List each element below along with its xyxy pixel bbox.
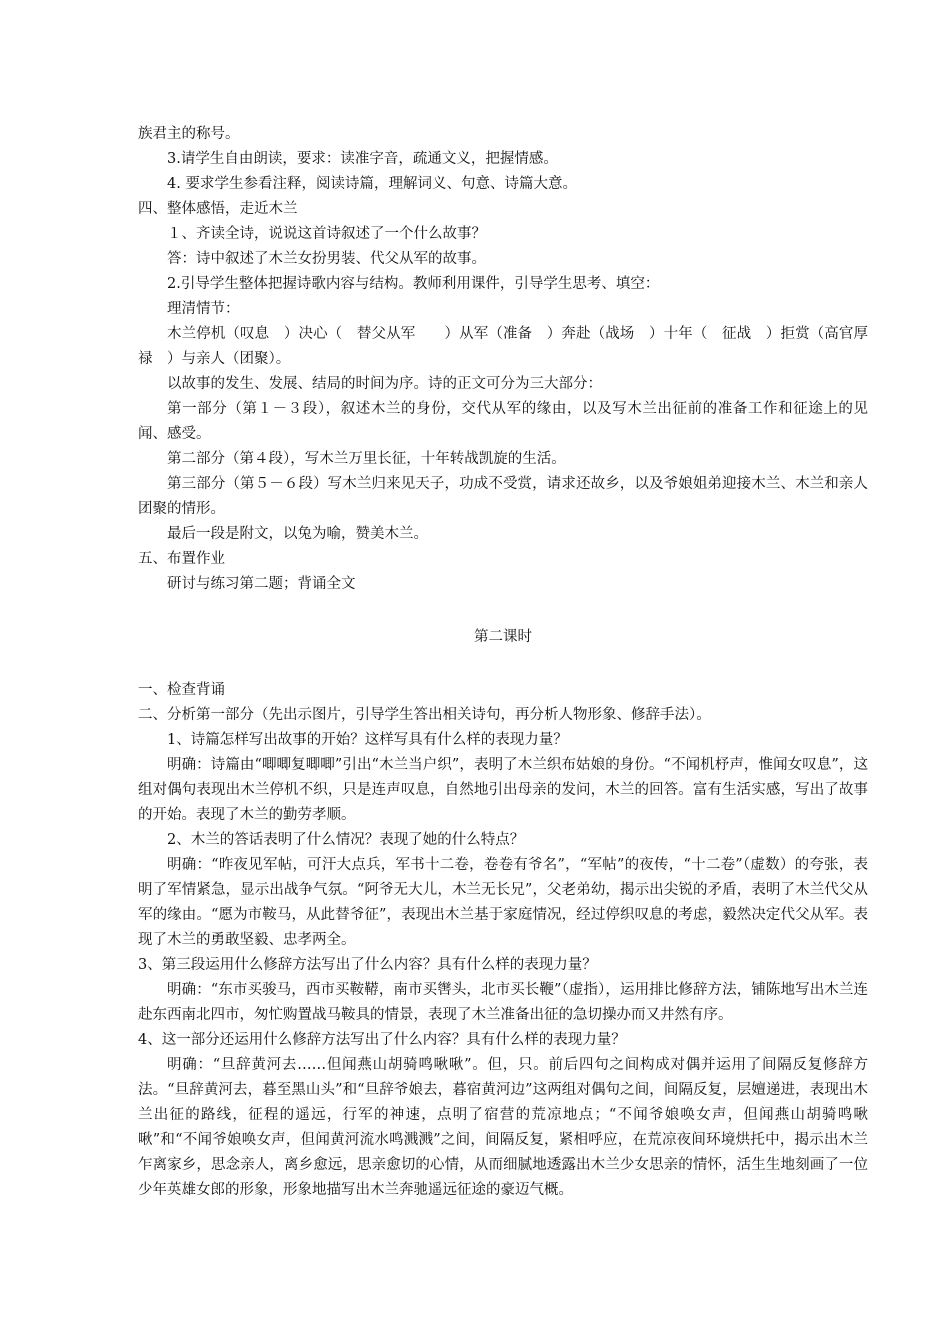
paragraph: 以故事的发生、发展、结局的时间为序。诗的正文可分为三大部分： xyxy=(167,376,602,392)
paragraph: 1、诗篇怎样写出故事的开始？这样写具有什么样的表现力量？ xyxy=(167,732,568,748)
paragraph: 答：诗中叙述了木兰女扮男装、代父从军的故事。 xyxy=(167,251,486,267)
paragraph: 明确：“昨夜见军帖，可汗大点兵，军书十二卷，卷卷有爷名”，“军帖”的夜传，“十二卷”（虚数）的夸张，表明了军情紧急，显示出战争气氛。“阿爷无大儿，木兰无长兄”，父老弟幼，揭示出尖锐的矛盾，表明了木兰代父从军的缘由。“愿为市鞍马，从此替爷征”，表现出木兰基于家庭情况，经过停织叹息的考虑，毅然决定代父从军。表现了木兰的勇敢坚毅、忠孝两全。 xyxy=(138,857,868,948)
paragraph: 2.引导学生整体把握诗歌内容与结构。教师利用课件，引导学生思考、填空： xyxy=(167,276,660,292)
lesson-title: 第二课时 xyxy=(474,629,532,645)
paragraph: 4. 要求学生参看注释，阅读诗篇，理解词义、句意、诗篇大意。 xyxy=(167,176,577,192)
paragraph: 明确：“旦辞黄河去……但闻燕山胡骑鸣啾啾”。但，只。前后四句之间构成对偶并运用了间隔反复修辞方法。“旦辞黄河去，暮至黑山头”和“旦辞爷娘去，暮宿黄河边”这两组对偶句之间，间隔反复，层嬗递进，表现出木兰出征的路线，征程的遥远，行军的神速，点明了宿营的荒凉地点；“不闻爷娘唤女声，但闻燕山胡骑鸣啾啾”和“不闻爷娘唤女声，但闻黄河流水鸣溅溅”之间，间隔反复，紧相呼应，在荒凉夜间环境烘托中，揭示出木兰乍离家乡，思念亲人，离乡愈远，思亲愈切的心情，从而细腻地透露出木兰少女思亲的情怀，活生生地刻画了一位少年英雄女郎的形象，形象地描写出木兰奔驰遥远征途的豪迈气概。 xyxy=(138,1057,868,1198)
paragraph: 研讨与练习第二题；背诵全文 xyxy=(167,576,356,592)
paragraph: 3.请学生自由朗读，要求：读准字音，疏通文义，把握情感。 xyxy=(167,151,558,167)
paragraph: 第一部分（第１－３段），叙述木兰的身份，交代从军的缘由，以及写木兰出征前的准备工作和征途上的见闻、感受。 xyxy=(138,401,868,442)
paragraph: 族君主的称号。 xyxy=(138,126,240,142)
paragraph: １、齐读全诗，说说这首诗叙述了一个什么故事？ xyxy=(167,226,486,242)
section-heading: 二、分析第一部分（先出示图片，引导学生答出相关诗句，再分析人物形象、修辞手法）。 xyxy=(138,707,711,723)
paragraph: 第二部分（第４段），写木兰万里长征，十年转战凯旋的生活。 xyxy=(167,451,566,467)
paragraph: 第三部分（第５－６段）写木兰归来见天子，功成不受赏，请求还故乡，以及爷娘姐弟迎接木兰、木兰和亲人团聚的情形。 xyxy=(138,476,868,517)
paragraph: 2、木兰的答话表明了什么情况？表现了她的什么特点？ xyxy=(167,832,525,848)
section-heading: 3、第三段运用什么修辞方法写出了什么内容？具有什么样的表现力量？ xyxy=(138,957,597,973)
document-body xyxy=(138,122,868,1203)
paragraph: 明确：诗篇由“唧唧复唧唧”引出“木兰当户织”，表明了木兰织布姑娘的身份。“不闻机杼声，惟闻女叹息”，这组对偶句表现出木兰停机不织，只是连声叹息，自然地引出母亲的发问，木兰的回答。富有生活实感，写出了故事的开始。表现了木兰的勤劳孝顺。 xyxy=(138,757,868,823)
paragraph: 理清情节： xyxy=(167,301,240,317)
paragraph: 木兰停机（叹息 ）决心（ 替父从军 ）从军（准备 ）奔赴（战场 ）十年（ 征战 ）拒赏（高官厚禄 ）与亲人（团聚）。 xyxy=(138,326,868,367)
paragraph: 最后一段是附文，以兔为喻，赞美木兰。 xyxy=(167,526,428,542)
section-heading: 4、这一部分还运用什么修辞方法写出了什么内容？具有什么样的表现力量？ xyxy=(138,1032,626,1048)
paragraph: 明确：“东市买骏马，西市买鞍鞯，南市买辔头，北市买长鞭”（虚指），运用排比修辞方法，铺陈地写出木兰连赴东西南北四市，匆忙购置战马鞍具的情景，表现了木兰准备出征的急切操办而又井然有序。 xyxy=(138,982,868,1023)
section-heading: 四、整体感悟，走近木兰 xyxy=(138,201,298,217)
section-heading: 一、检查背诵 xyxy=(138,682,225,698)
section-heading: 五、布置作业 xyxy=(138,551,225,567)
